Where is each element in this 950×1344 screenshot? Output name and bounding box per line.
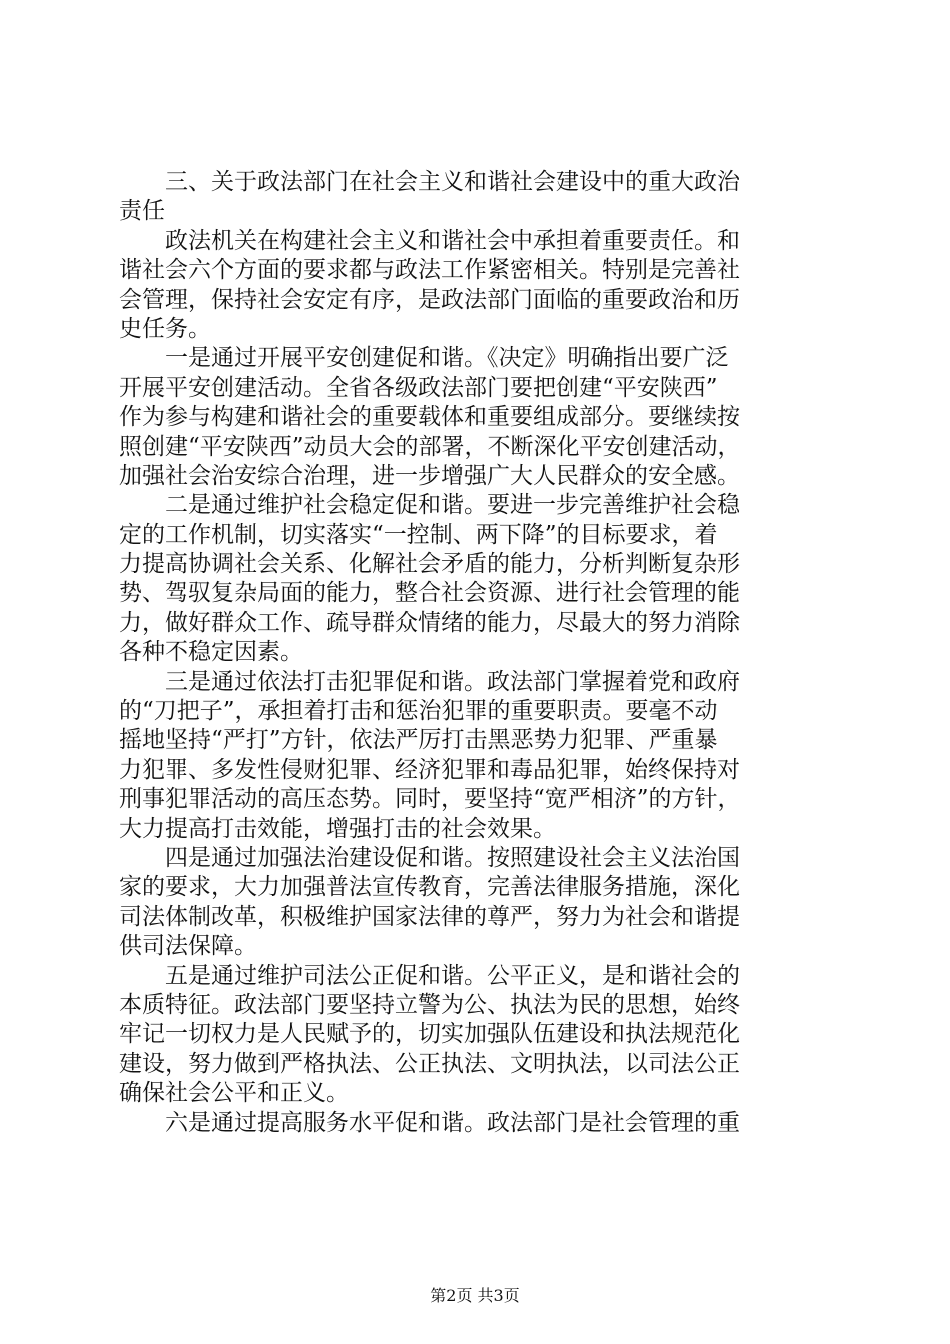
paragraph-line: 政法机关在构建社会主义和谐社会中承担着重要责任。和 <box>165 227 740 254</box>
paragraph-line: 建设，努力做到严格执法、公正执法、文明执法，以司法公正 <box>119 1050 740 1077</box>
paragraph-line: 加强社会治安综合治理，进一步增强广大人民群众的安全感。 <box>119 462 740 489</box>
paragraph-line: 力，做好群众工作、疏导群众情绪的能力，尽最大的努力消除 <box>119 609 740 636</box>
paragraph-line: 四是通过加强法治建设促和谐。按照建设社会主义法治国 <box>165 844 740 871</box>
document-body <box>119 168 835 1138</box>
paragraph-line: 大力提高打击效能，增强打击的社会效果。 <box>119 815 556 842</box>
paragraph-line: 史任务。 <box>119 315 211 342</box>
paragraph-line: 五是通过维护司法公正促和谐。公平正义，是和谐社会的 <box>165 962 740 989</box>
paragraph-line: 家的要求，大力加强普法宣传教育，完善法律服务措施，深化 <box>119 874 740 901</box>
paragraph-line: 力犯罪、多发性侵财犯罪、经济犯罪和毒品犯罪，始终保持对 <box>119 756 740 783</box>
paragraph-line: 力提高协调社会关系、化解社会矛盾的能力，分析判断复杂形 <box>119 551 740 578</box>
paragraph-line: 一是通过开展平安创建促和谐。《决定》明确指出要广泛 <box>165 345 729 372</box>
paragraph-line: 会管理，保持社会安定有序，是政法部门面临的重要政治和历 <box>119 286 740 313</box>
paragraph-line: 确保社会公平和正义。 <box>119 1080 349 1107</box>
paragraph-line: 司法体制改革，积极维护国家法律的尊严，努力为社会和谐提 <box>119 903 740 930</box>
paragraph-line: 本质特征。政法部门要坚持立警为公、执法为民的思想，始终 <box>119 991 740 1018</box>
paragraph-line: 三是通过依法打击犯罪促和谐。政法部门掌握着党和政府 <box>165 668 740 695</box>
paragraph-line: 谐社会六个方面的要求都与政法工作紧密相关。特别是完善社 <box>119 257 740 284</box>
paragraph-line: 六是通过提高服务水平促和谐。政法部门是社会管理的重 <box>165 1109 740 1136</box>
paragraph-line: 摇地坚持“严打”方针，依法严厉打击黑恶势力犯罪、严重暴 <box>119 727 718 754</box>
paragraph-line: 的“刀把子”，承担着打击和惩治犯罪的重要职责。要毫不动 <box>119 698 718 725</box>
paragraph-line: 牢记一切权力是人民赋予的，切实加强队伍建设和执法规范化 <box>119 1021 740 1048</box>
paragraph-line: 各种不稳定因素。 <box>119 639 303 666</box>
paragraph-line: 作为参与构建和谐社会的重要载体和重要组成部分。要继续按 <box>119 404 740 431</box>
paragraph-line: 二是通过维护社会稳定促和谐。要进一步完善维护社会稳 <box>165 492 740 519</box>
paragraph-line: 供司法保障。 <box>119 933 257 960</box>
section-heading-line: 责任 <box>119 198 165 225</box>
paragraph-line: 定的工作机制，切实落实“一控制、两下降”的目标要求，着 <box>119 521 718 548</box>
paragraph-line: 开展平安创建活动。全省各级政法部门要把创建“平安陕西” <box>119 374 718 401</box>
paragraph-line: 势、驾驭复杂局面的能力，整合社会资源、进行社会管理的能 <box>119 580 740 607</box>
paragraph-line: 照创建“平安陕西”动员大会的部署，不断深化平安创建活动， <box>119 433 741 460</box>
page-number-footer: 第2页 共3页 <box>430 1286 520 1305</box>
section-heading-line: 三、关于政法部门在社会主义和谐社会建设中的重大政治 <box>165 169 740 195</box>
paragraph-line: 刑事犯罪活动的高压态势。同时，要坚持“宽严相济”的方针， <box>119 786 741 813</box>
